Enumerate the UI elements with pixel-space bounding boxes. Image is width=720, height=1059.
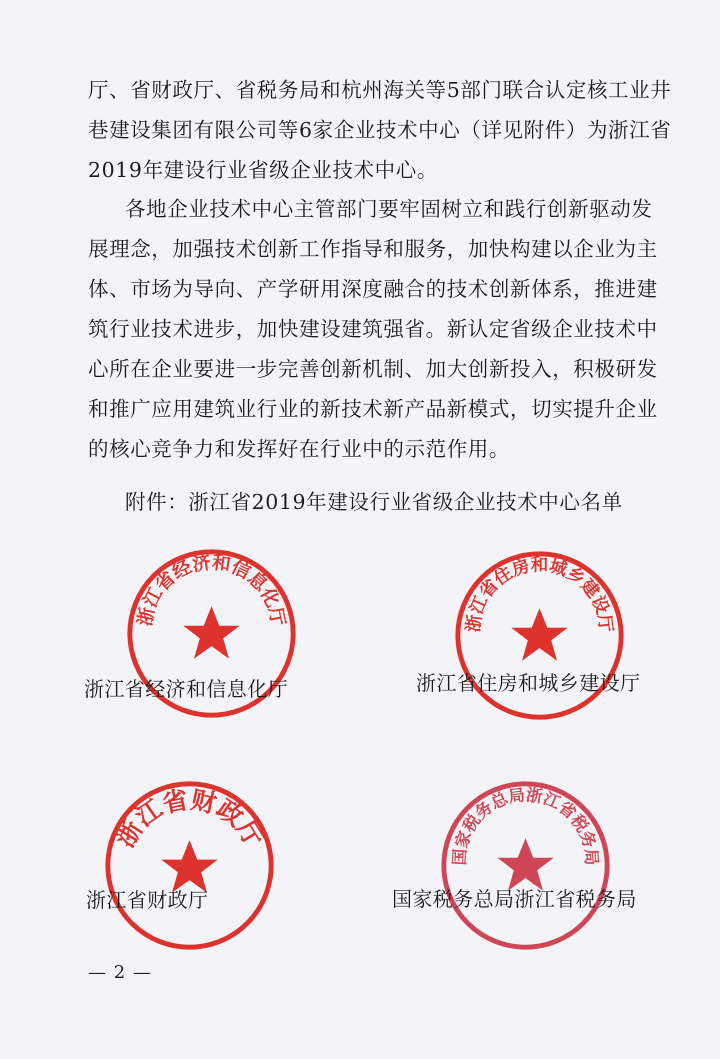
- signature-taxation-bureau: 国家税务总局浙江省税务局: [392, 887, 637, 911]
- seal-finance: [102, 778, 277, 953]
- paragraph2-line-5: 心所在企业要进一步完善创新机制、加大创新投入，积极研发: [88, 357, 658, 381]
- signature-housing-urban-rural: 浙江省住房和城乡建设厅: [416, 671, 641, 695]
- paragraph2-line-4: 筑行业技术进步，加快建设建筑强省。新认定省级企业技术中: [88, 317, 658, 341]
- paragraph1-line-1: 厅、省财政厅、省税务局和杭州海关等5部门联合认定核工业井: [88, 78, 672, 102]
- paragraph2-line-6: 和推广应用建筑业行业的新技术新产品新模式，切实提升企业: [88, 397, 658, 421]
- paragraph1-line-3: 2019年建设行业省级企业技术中心。: [88, 158, 438, 182]
- seal-taxation-bureau: [438, 778, 613, 953]
- paragraph2-line-1: 各地企业技术中心主管部门要牢固树立和践行创新驱动发: [125, 197, 653, 221]
- paragraph2-line-2: 展理念，加强技术创新工作指导和服务，加快构建以企业为主: [88, 237, 658, 261]
- page-number: — 2 —: [88, 962, 152, 983]
- attachment-note: 附件：浙江省2019年建设行业省级企业技术中心名单: [125, 490, 623, 514]
- svg-text:浙江省财政厅: 浙江省财政厅: [110, 785, 269, 853]
- signature-economy-informatization: 浙江省经济和信息化厅: [84, 677, 288, 701]
- paragraph1-line-2: 巷建设集团有限公司等6家企业技术中心（详见附件）为浙江省: [88, 118, 672, 142]
- signature-finance: 浙江省财政厅: [86, 888, 209, 912]
- paragraph2-line-7: 的核心竞争力和发挥好在行业中的示范作用。: [88, 437, 510, 461]
- svg-text:浙江省住房和城乡建设厅: 浙江省住房和城乡建设厅: [463, 555, 616, 634]
- paragraph2-line-3: 体、市场为导向、产学研用深度融合的技术创新体系，推进建: [88, 277, 658, 301]
- svg-text:国家税务总局浙江省税务局: 国家税务总局浙江省税务局: [449, 785, 602, 866]
- svg-text:浙江省经济和信息化厅: 浙江省经济和信息化厅: [134, 552, 289, 628]
